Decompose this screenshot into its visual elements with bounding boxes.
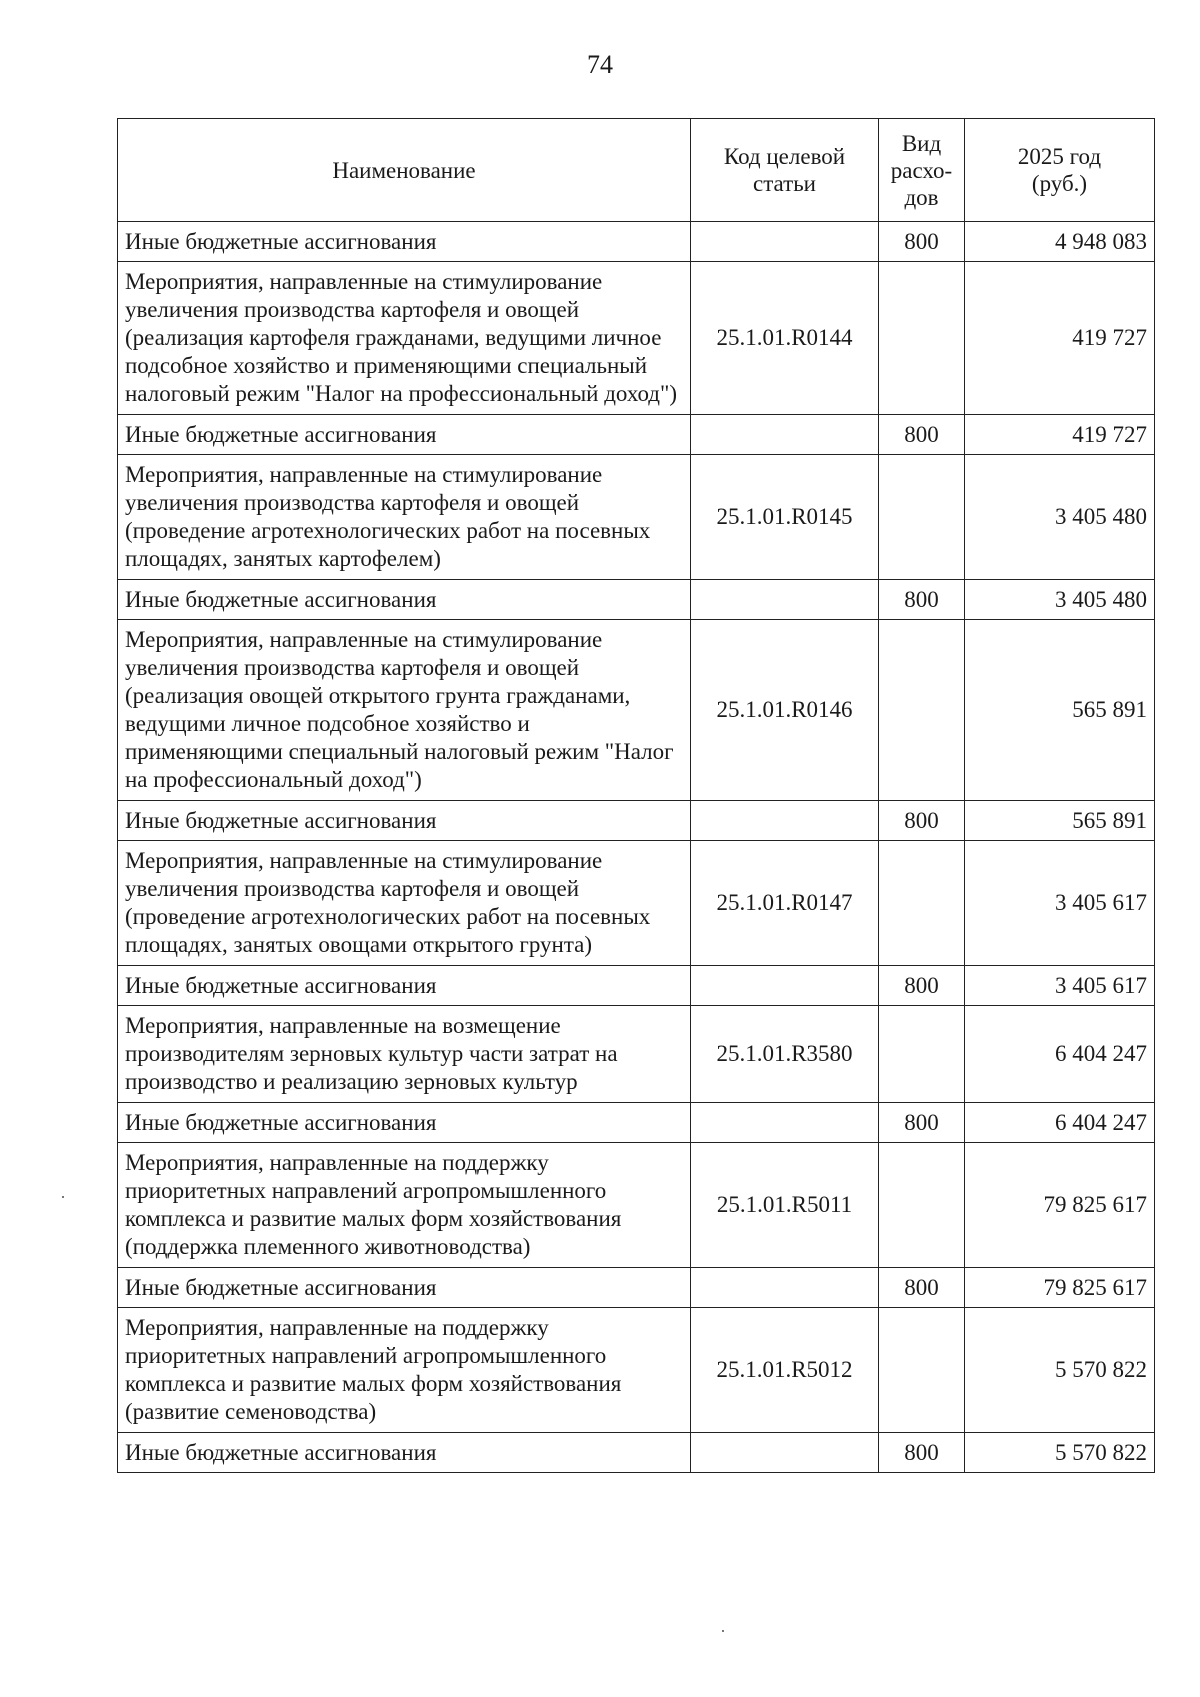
- cell-expense-type: [879, 620, 965, 801]
- table-row: [118, 801, 1155, 841]
- cell-amount: 565 891: [965, 620, 1155, 801]
- header-kind: Вид расхо-дов: [879, 119, 965, 222]
- table-row: [118, 222, 1155, 262]
- cell-expense-type: 800: [879, 415, 965, 455]
- cell-name: Иные бюджетные ассигнования: [118, 1433, 691, 1473]
- cell-name: Иные бюджетные ассигнования: [118, 580, 691, 620]
- cell-amount: 419 727: [965, 415, 1155, 455]
- cell-name: Иные бюджетные ассигнования: [118, 222, 691, 262]
- cell-amount: 3 405 480: [965, 580, 1155, 620]
- cell-expense-type: [879, 1308, 965, 1433]
- cell-expense-type: 800: [879, 580, 965, 620]
- cell-amount: 5 570 822: [965, 1433, 1155, 1473]
- budget-table: [117, 118, 1155, 1473]
- scan-speck: [722, 1630, 724, 1632]
- cell-amount: 79 825 617: [965, 1143, 1155, 1268]
- cell-name: Мероприятия, направленные на стимулирование увеличения производства картофеля и овощей (реализация картофеля гражданами, ведущими личное подсобное хозяйство и применяющими специальный налоговый режим "Налог на профессиональный доход"): [118, 262, 691, 415]
- cell-name: Мероприятия, направленные на возмещение производителям зерновых культур части затрат на производство и реализацию зерновых культур: [118, 1006, 691, 1103]
- cell-code: 25.1.01.R5011: [691, 1143, 879, 1268]
- cell-amount: 6 404 247: [965, 1006, 1155, 1103]
- cell-expense-type: 800: [879, 966, 965, 1006]
- cell-code: [691, 415, 879, 455]
- cell-code: [691, 1433, 879, 1473]
- cell-expense-type: 800: [879, 801, 965, 841]
- cell-code: 25.1.01.R3580: [691, 1006, 879, 1103]
- cell-code: 25.1.01.R0145: [691, 455, 879, 580]
- cell-code: 25.1.01.R5012: [691, 1308, 879, 1433]
- cell-name: Мероприятия, направленные на поддержку приоритетных направлений агропромышленного комплекса и развитие малых форм хозяйствования (поддержка племенного животноводства): [118, 1143, 691, 1268]
- cell-expense-type: 800: [879, 222, 965, 262]
- table-row: [118, 620, 1155, 801]
- cell-expense-type: 800: [879, 1268, 965, 1308]
- table-row: [118, 580, 1155, 620]
- cell-amount: 5 570 822: [965, 1308, 1155, 1433]
- cell-name: Иные бюджетные ассигнования: [118, 415, 691, 455]
- table-row: [118, 1268, 1155, 1308]
- cell-code: 25.1.01.R0147: [691, 841, 879, 966]
- cell-amount: 4 948 083: [965, 222, 1155, 262]
- cell-amount: 3 405 617: [965, 966, 1155, 1006]
- table-row: [118, 1433, 1155, 1473]
- table-row: [118, 1103, 1155, 1143]
- cell-code: [691, 801, 879, 841]
- cell-code: [691, 966, 879, 1006]
- header-amount: 2025 год (руб.): [965, 119, 1155, 222]
- cell-amount: 565 891: [965, 801, 1155, 841]
- table-row: [118, 966, 1155, 1006]
- header-name: Наименование: [118, 119, 691, 222]
- scan-speck: [62, 1196, 64, 1198]
- table-row: [118, 841, 1155, 966]
- cell-name: Иные бюджетные ассигнования: [118, 1103, 691, 1143]
- cell-code: [691, 222, 879, 262]
- cell-code: 25.1.01.R0144: [691, 262, 879, 415]
- table-row: [118, 1006, 1155, 1103]
- table-row: [118, 1143, 1155, 1268]
- page-number: 74: [587, 50, 613, 79]
- table-row: [118, 455, 1155, 580]
- cell-code: 25.1.01.R0146: [691, 620, 879, 801]
- cell-code: [691, 580, 879, 620]
- cell-expense-type: [879, 841, 965, 966]
- cell-amount: 79 825 617: [965, 1268, 1155, 1308]
- table-header-row: [118, 119, 1155, 222]
- cell-expense-type: 800: [879, 1433, 965, 1473]
- cell-expense-type: [879, 455, 965, 580]
- cell-name: Иные бюджетные ассигнования: [118, 801, 691, 841]
- cell-name: Мероприятия, направленные на поддержку приоритетных направлений агропромышленного комплекса и развитие малых форм хозяйствования (развитие семеноводства): [118, 1308, 691, 1433]
- cell-amount: 419 727: [965, 262, 1155, 415]
- cell-amount: 6 404 247: [965, 1103, 1155, 1143]
- cell-amount: 3 405 480: [965, 455, 1155, 580]
- table-row: [118, 262, 1155, 415]
- cell-name: Мероприятия, направленные на стимулирование увеличения производства картофеля и овощей (реализация овощей открытого грунта гражданами, ведущими личное подсобное хозяйство и применяющими специальный налоговый режим "Налог на профессиональный доход"): [118, 620, 691, 801]
- cell-expense-type: 800: [879, 1103, 965, 1143]
- cell-expense-type: [879, 1143, 965, 1268]
- cell-name: Мероприятия, направленные на стимулирование увеличения производства картофеля и овощей (проведение агротехнологических работ на посевных площадях, занятых картофелем): [118, 455, 691, 580]
- cell-name: Мероприятия, направленные на стимулирование увеличения производства картофеля и овощей (проведение агротехнологических работ на посевных площадях, занятых овощами открытого грунта): [118, 841, 691, 966]
- header-code: Код целевой статьи: [691, 119, 879, 222]
- cell-code: [691, 1103, 879, 1143]
- cell-amount: 3 405 617: [965, 841, 1155, 966]
- cell-expense-type: [879, 1006, 965, 1103]
- table-row: [118, 415, 1155, 455]
- cell-name: Иные бюджетные ассигнования: [118, 1268, 691, 1308]
- table-row: [118, 1308, 1155, 1433]
- cell-expense-type: [879, 262, 965, 415]
- cell-code: [691, 1268, 879, 1308]
- cell-name: Иные бюджетные ассигнования: [118, 966, 691, 1006]
